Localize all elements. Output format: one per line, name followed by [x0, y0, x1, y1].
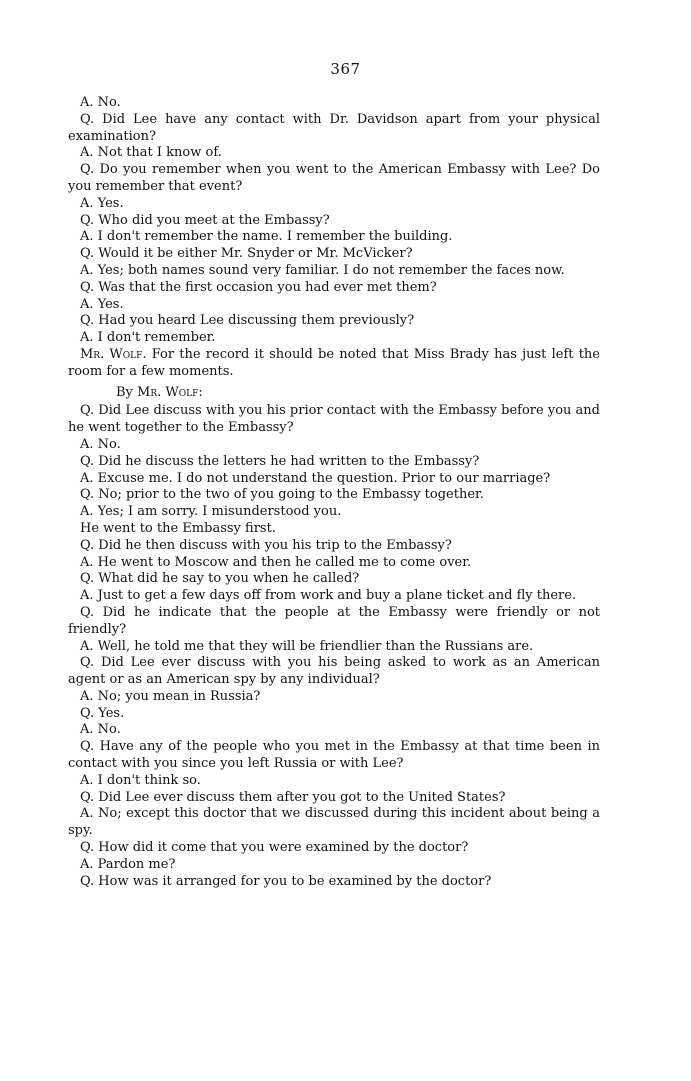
- transcript-paragraph: [68, 689, 600, 706]
- page-number: 367: [330, 60, 361, 78]
- transcript-paragraph: [68, 722, 600, 739]
- paragraph-text: A. Yes.: [80, 195, 124, 211]
- paragraph-text: Q. Would it be either Mr. Snyder or Mr. McVicker?: [80, 246, 413, 262]
- paragraph-text: Q. Had you heard Lee discussing them previously?: [80, 313, 415, 329]
- paragraph-text: Q. Have any of the people who you met in the Embassy at that time been in contact with you since you left Russia or with Lee?: [68, 739, 600, 772]
- paragraph-text: Q. No; prior to the two of you going to the Embassy together.: [80, 487, 484, 503]
- paragraph-text: Q. Do you remember when you went to the American Embassy with Lee? Do you remember that event?: [68, 162, 600, 194]
- paragraph-text: A. I don't remember.: [80, 330, 216, 346]
- transcript-paragraph: [68, 313, 600, 330]
- transcript-paragraph: [68, 437, 600, 454]
- transcript-paragraph: [68, 263, 600, 280]
- paragraph-text: Q. Did he discuss the letters he had written to the Embassy?: [80, 453, 480, 469]
- paragraph-text: Q. Did he then discuss with you his trip to the Embassy?: [80, 537, 452, 553]
- paragraph-text: Q. Did Lee ever discuss with you his being asked to work as an American agent or as an American spy by any individual?: [68, 655, 600, 688]
- paragraph-text: Q. How was it arranged for you to be examined by the doctor?: [80, 873, 492, 889]
- paragraph-text: A. No.: [80, 95, 121, 110]
- transcript-paragraph: [68, 403, 600, 437]
- transcript-paragraph: [68, 487, 600, 504]
- paragraph-text: Q. Did Lee discuss with you his prior contact with the Embassy before you and he went together to the Embassy?: [68, 403, 600, 436]
- transcript-paragraph: [68, 555, 600, 572]
- paragraph-text: A. Yes.: [80, 296, 124, 312]
- paragraph-text: A. I don't remember the name. I remember the building.: [80, 229, 453, 245]
- paragraph-text: For the record it should be noted that Miss Brady has just left the room for a few moments.: [68, 346, 600, 379]
- transcript-paragraph: [68, 330, 600, 347]
- transcript-paragraph: [68, 280, 600, 297]
- transcript-paragraph: [68, 538, 600, 555]
- transcript-paragraph: [68, 655, 600, 689]
- speaker-name: Mr. Wolf: [137, 384, 199, 400]
- speaker-name: Mr. Wolf.: [80, 346, 147, 362]
- transcript-paragraph: [68, 504, 600, 521]
- paragraph-text: A. I don't think so.: [80, 772, 201, 788]
- transcript-paragraph: [68, 145, 600, 162]
- transcript-paragraph: [68, 857, 600, 874]
- paragraph-text: Q. What did he say to you when he called?: [80, 571, 360, 587]
- transcript-paragraph: [68, 162, 600, 196]
- transcript-paragraph: [68, 246, 600, 263]
- paragraph-text: Q. Who did you meet at the Embassy?: [80, 212, 330, 228]
- transcript-paragraph: [68, 297, 600, 314]
- paragraph-text: A. No; except this doctor that we discussed during this incident about being a spy.: [68, 806, 600, 839]
- transcript-paragraph: [68, 773, 600, 790]
- transcript-body: [68, 95, 600, 890]
- transcript-paragraph: [68, 471, 600, 488]
- transcript-paragraph: [68, 454, 600, 471]
- paragraph-text: A. Well, he told me that they will be friendlier than the Russians are.: [80, 638, 534, 654]
- transcript-paragraph: [68, 605, 600, 639]
- transcript-paragraph: [68, 347, 600, 381]
- transcript-paragraph: [68, 639, 600, 656]
- paragraph-text: Q. Did Lee have any contact with Dr. Davidson apart from your physical examination?: [68, 111, 600, 144]
- paragraph-text: A. No.: [80, 722, 121, 738]
- transcript-paragraph: [68, 706, 600, 723]
- paragraph-text: A. He went to Moscow and then he called me to come over.: [80, 554, 472, 570]
- paragraph-text: A. Yes; I am sorry. I misunderstood you.: [80, 504, 342, 520]
- transcript-paragraph: [68, 739, 600, 773]
- transcript-paragraph: [68, 840, 600, 857]
- paragraph-text: Q. Did he indicate that the people at the Embassy were friendly or not friendly?: [68, 604, 600, 637]
- transcript-paragraph: [68, 874, 600, 891]
- transcript-paragraph: [68, 213, 600, 230]
- paragraph-text: A. Excuse me. I do not understand the question. Prior to our marriage?: [80, 470, 551, 486]
- transcript-paragraph: [68, 588, 600, 605]
- transcript-paragraph: [68, 229, 600, 246]
- transcript-paragraph: [68, 806, 600, 840]
- paragraph-text: A. No.: [80, 436, 121, 452]
- transcript-paragraph: [68, 521, 600, 538]
- paragraph-text: A. Pardon me?: [80, 856, 176, 872]
- examiner-heading: [68, 385, 600, 402]
- paragraph-text: Q. Was that the first occasion you had ever met them?: [80, 279, 437, 295]
- transcript-paragraph: [68, 95, 600, 112]
- paragraph-text: :: [198, 384, 203, 400]
- paragraph-text: Q. Did Lee ever discuss them after you got to the United States?: [80, 789, 506, 805]
- paragraph-text: He went to the Embassy first.: [80, 520, 276, 536]
- transcript-paragraph: [68, 790, 600, 807]
- paragraph-text: A. No; you mean in Russia?: [80, 688, 261, 704]
- heading-lead: By: [116, 384, 138, 400]
- paragraph-text: Q. Yes.: [80, 705, 125, 721]
- paragraph-text: A. Just to get a few days off from work and buy a plane ticket and fly there.: [80, 588, 577, 604]
- transcript-paragraph: [68, 571, 600, 588]
- transcript-paragraph: [68, 112, 600, 146]
- paragraph-text: A. Not that I know of.: [80, 145, 222, 161]
- transcript-paragraph: [68, 196, 600, 213]
- paragraph-text: A. Yes; both names sound very familiar. I do not remember the faces now.: [80, 262, 565, 278]
- paragraph-text: Q. How did it come that you were examined by the doctor?: [80, 840, 469, 856]
